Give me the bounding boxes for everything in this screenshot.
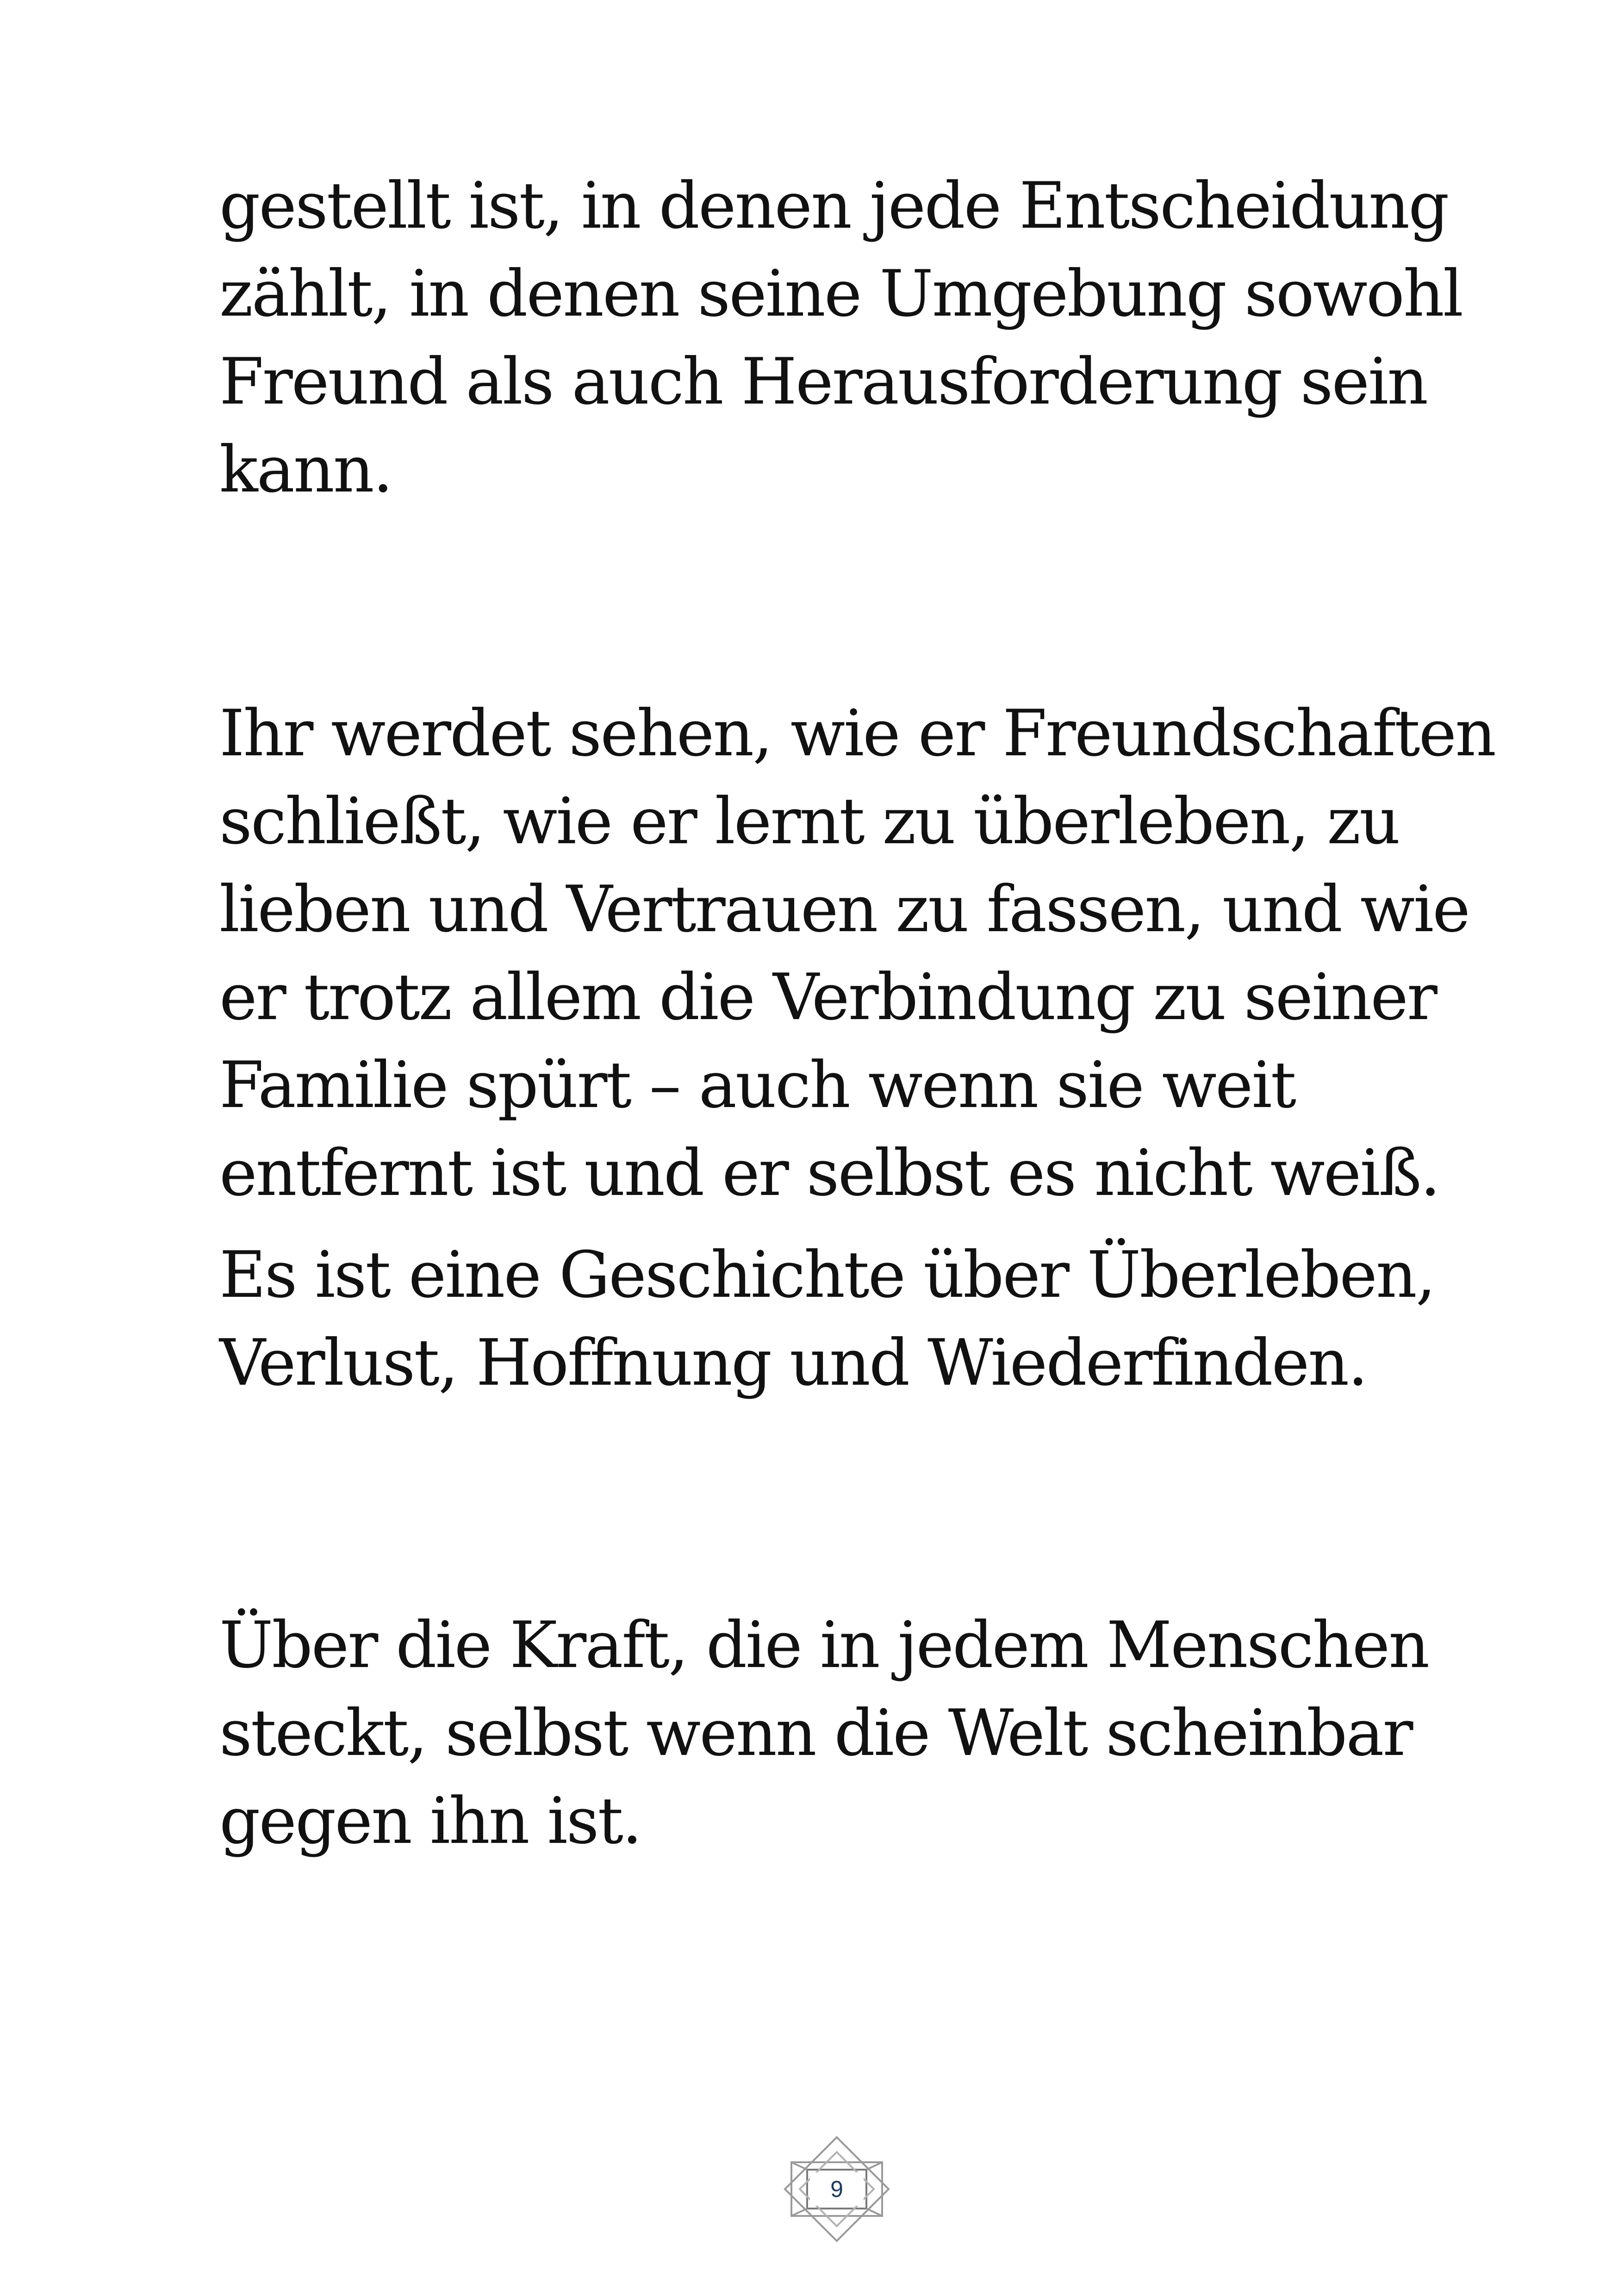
text-line: Freund als auch Herausforderung sein <box>219 344 1427 419</box>
text-line: Familie spürt – auch wenn sie weit <box>219 1048 1295 1122</box>
text-line: Ihr werdet sehen, wie er Freundschaften <box>219 696 1495 771</box>
text-line: Über die Kraft, die in jedem Menschen <box>219 1608 1429 1682</box>
paragraph-1 <box>219 162 1462 514</box>
paragraph-4 <box>219 1601 1432 1865</box>
page-number: 9 <box>830 2176 843 2202</box>
text-line: Verlust, Hoffnung und Wiederfinden. <box>219 1325 1367 1400</box>
paragraph-2 <box>219 690 1495 1217</box>
text-line: schließt, wie er lernt zu überleben, zu <box>219 784 1399 859</box>
text-line: steckt, selbst wenn die Welt scheinbar <box>219 1696 1412 1770</box>
text-line: gegen ihn ist. <box>219 1784 641 1858</box>
text-line: Es ist eine Geschichte über Überleben, <box>219 1238 1435 1312</box>
text-line: lieben und Vertrauen zu fassen, und wie <box>219 872 1469 946</box>
text-line: er trotz allem die Verbindung zu seiner <box>219 960 1436 1034</box>
text-line: zählt, in denen seine Umgebung sowohl <box>219 256 1462 331</box>
text-line: gestellt ist, in denen jede Entscheidung <box>219 168 1448 243</box>
paragraph-3 <box>219 1231 1435 1407</box>
text-line: entfernt ist und er selbst es nicht weiß. <box>219 1136 1439 1210</box>
text-line: kann. <box>219 432 392 507</box>
